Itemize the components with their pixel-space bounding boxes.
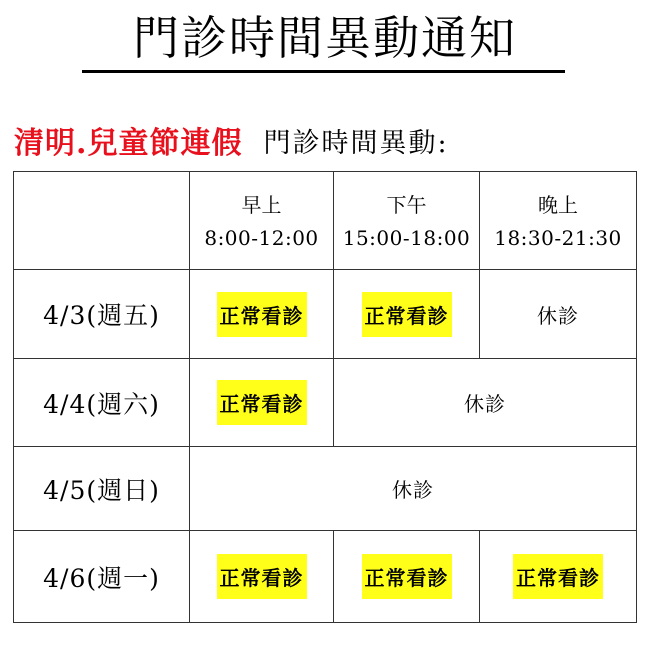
header-afternoon-time: 15:00-18:00 bbox=[342, 225, 471, 250]
open-badge: 正常看診 bbox=[362, 554, 452, 599]
corner-cell bbox=[14, 172, 190, 270]
subtitle-text: 門診時間異動: bbox=[263, 127, 449, 159]
header-morning-label: 早上 bbox=[241, 192, 282, 217]
open-badge: 正常看診 bbox=[217, 380, 307, 425]
subtitle bbox=[14, 118, 449, 162]
date-label: 4/3(週五) bbox=[43, 301, 160, 330]
header-morning-time: 8:00-12:00 bbox=[204, 225, 319, 250]
evening-cell bbox=[480, 270, 637, 359]
header-evening-time: 18:30-21:30 bbox=[494, 225, 622, 250]
morning-cell bbox=[190, 270, 334, 359]
morning-cell bbox=[190, 531, 334, 623]
header-evening-label: 晚上 bbox=[538, 192, 578, 217]
date-label: 4/4(週六) bbox=[43, 389, 160, 419]
date-label: 4/5(週日) bbox=[43, 475, 160, 505]
date-cell bbox=[14, 270, 190, 359]
all-day-cell bbox=[190, 447, 637, 531]
date-cell bbox=[14, 531, 190, 623]
header-afternoon bbox=[334, 172, 480, 270]
closed-label: 休診 bbox=[392, 478, 434, 502]
morning-cell bbox=[190, 359, 334, 447]
open-badge: 正常看診 bbox=[513, 554, 603, 599]
table-row bbox=[14, 447, 637, 531]
header-morning bbox=[190, 172, 334, 270]
header-evening bbox=[480, 172, 637, 270]
afternoon-cell bbox=[334, 270, 480, 359]
open-badge: 正常看診 bbox=[217, 554, 307, 599]
holiday-name: 清明.兒童節連假 bbox=[14, 126, 243, 161]
table-row bbox=[14, 359, 637, 447]
schedule-table bbox=[13, 171, 637, 623]
open-badge: 正常看診 bbox=[217, 292, 307, 337]
closed-label: 休診 bbox=[464, 392, 506, 416]
afternoon-cell bbox=[334, 531, 480, 623]
date-cell bbox=[14, 447, 190, 531]
title-underline bbox=[82, 70, 565, 73]
date-label: 4/6(週一) bbox=[43, 563, 160, 593]
afternoon-evening-cell bbox=[334, 359, 637, 447]
evening-cell bbox=[480, 531, 637, 623]
header-afternoon-label: 下午 bbox=[386, 192, 427, 217]
header-row bbox=[14, 172, 637, 270]
date-cell bbox=[14, 359, 190, 447]
table-row bbox=[14, 531, 637, 623]
table-row bbox=[14, 270, 637, 359]
page-title: 門診時間異動通知 bbox=[133, 11, 517, 65]
open-badge: 正常看診 bbox=[362, 292, 452, 337]
closed-label: 休診 bbox=[537, 303, 579, 328]
